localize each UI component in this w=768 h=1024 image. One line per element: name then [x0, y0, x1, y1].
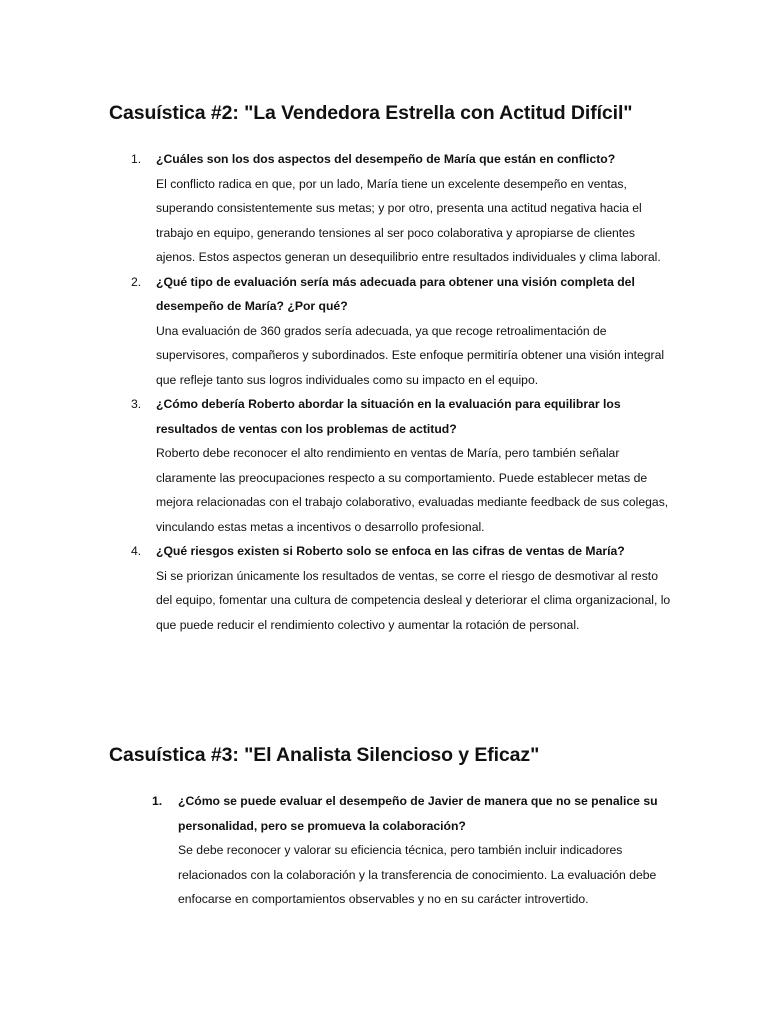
question-text: ¿Cómo debería Roberto abordar la situación en la evaluación para equilibrar los resultados de ventas con los problemas de actitud? [156, 397, 621, 436]
question-text: ¿Cuáles son los dos aspectos del desempeño de María que están en conflicto? [156, 152, 616, 166]
question-text: ¿Qué riesgos existen si Roberto solo se enfoca en las cifras de ventas de María? [156, 544, 625, 558]
question-text: ¿Cómo se puede evaluar el desempeño de Javier de manera que no se penalice su personalidad, pero se promueva la colaboración? [178, 794, 658, 833]
answer-text: Una evaluación de 360 grados sería adecuada, ya que recoge retroalimentación de supervisores, compañeros y subordinados. Este enfoque permitiría obtener una visión integral que refleje tanto sus logros individuales como su impacto en el equipo. [156, 323, 665, 387]
answer-text: Roberto debe reconocer el alto rendimiento en ventas de María, pero también señalar claramente las preocupaciones respecto a su comportamiento. Puede establecer metas de mejora relacionadas con el trabajo colaborativo, evaluadas mediante feedback de sus colegas, vinculando estas metas a incentivos o desarrollo profesional. [156, 446, 669, 534]
question-text: ¿Qué tipo de evaluación sería más adecuada para obtener una visión completa del desempeño de María? ¿Por qué? [156, 274, 635, 313]
question-item-3 [131, 392, 671, 539]
question-item-4 [131, 539, 671, 637]
case-2-title: Casuística #2: "La Vendedora Estrella con Actitud Difícil" [109, 102, 633, 124]
answer-text: Se debe reconocer y valorar su eficiencia técnica, pero también incluir indicadores relacionados con la colaboración y la transferencia de conocimiento. La evaluación debe enfocarse en comportamientos observables y no en su carácter introvertido. [178, 843, 657, 906]
question-item-2 [131, 270, 671, 393]
list-number: 1. [131, 152, 142, 166]
list-number: 4. [131, 544, 142, 558]
question-item-1 [131, 147, 671, 270]
case-2-question-list [131, 147, 671, 637]
answer-text: El conflicto radica en que, por un lado, María tiene un excelente desempeño en ventas, superando consistentemente sus metas; y por otro, presenta una actitud negativa hacia el trabajo en equipo, generando tensiones al ser poco colaborativa y apropiarse de clientes ajenos. Estos aspectos generan un desequilibrio entre resultados individuales y clima laboral. [156, 176, 661, 264]
answer-text: Si se priorizan únicamente los resultados de ventas, se corre el riesgo de desmotivar al resto del equipo, fomentar una cultura de competencia desleal y deteriorar el clima organizacional, lo que puede reducir el rendimiento colectivo y aumentar la rotación de personal. [156, 568, 671, 632]
list-number: 1. [152, 794, 163, 808]
case-3-title: Casuística #3: "El Analista Silencioso y Eficaz" [109, 744, 540, 766]
case-3-question-list [152, 789, 672, 912]
list-number: 3. [131, 397, 142, 411]
question-item-1 [152, 789, 672, 912]
list-number: 2. [131, 274, 142, 289]
